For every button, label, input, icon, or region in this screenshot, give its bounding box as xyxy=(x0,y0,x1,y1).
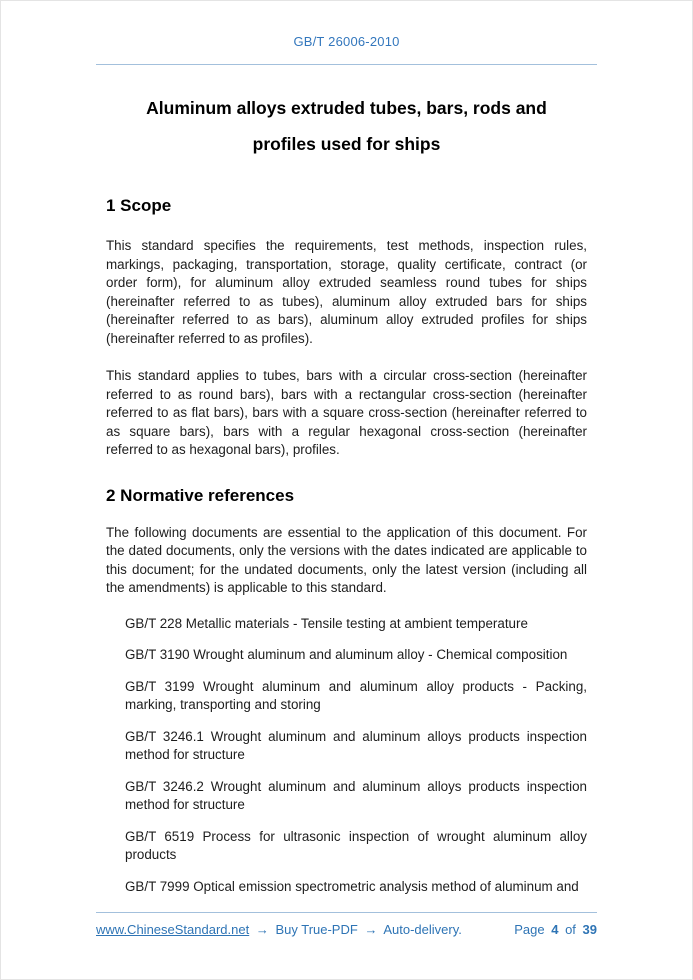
scope-paragraph-2: This standard applies to tubes, bars with a circular cross-section (hereinafter referred to as round bars), bars with a rectangular cross-section (hereinafter referred to as flat bars), bars with a square cross-section (hereinafter referred to as square bars), bars with a regular hexagonal cross-section (hereinafter referred to as hexagonal bars), profiles. xyxy=(106,368,587,457)
reference-item: GB/T 3199 Wrought aluminum and aluminum alloy products - Packing, marking, transporting and storing xyxy=(125,678,587,712)
section-heading-normative-references: 2 Normative references xyxy=(106,485,295,505)
reference-item: GB/T 3246.1 Wrought aluminum and aluminum alloys products inspection method for structure xyxy=(125,728,587,762)
scope-paragraph-1: This standard specifies the requirements, test methods, inspection rules, markings, packaging, transportation, storage, quality certificate, contract (or order form), for aluminum alloy extruded seamless round tubes for ships (hereinafter referred to as tubes), aluminum alloy extruded bars for ships (hereinafter referred to as bars), aluminum alloy extruded profiles for ships (hereinafter referred to as profiles). xyxy=(106,238,587,346)
page-total: 39 xyxy=(582,922,597,937)
right-arrow-icon: → xyxy=(255,922,269,937)
reference-item: GB/T 3246.2 Wrought aluminum and aluminum alloys products inspection method for structure xyxy=(125,778,587,812)
doc-number: GB/T 26006-2010 xyxy=(293,34,400,49)
auto-delivery-label: Auto-delivery. xyxy=(383,922,462,937)
page-footer xyxy=(96,912,597,937)
page-indicator xyxy=(511,922,597,937)
normative-intro-paragraph: The following documents are essential to the application of this document. For the dated documents, only the versions with the dates indicated are applicable to this document; for the undated documents, only the latest version (including all the amendments) is applicable to this standard. xyxy=(106,524,587,595)
reference-item: GB/T 6519 Process for ultrasonic inspection of wrought aluminum alloy products xyxy=(125,828,587,862)
buy-pdf-label: Buy True-PDF xyxy=(275,922,358,937)
page-header xyxy=(106,33,587,51)
header-divider xyxy=(96,64,597,65)
reference-item: GB/T 7999 Optical emission spectrometric analysis method of aluminum and xyxy=(125,878,579,894)
document-title xyxy=(106,90,587,162)
footer-promo xyxy=(96,922,462,937)
reference-list xyxy=(125,615,587,897)
section-heading-scope: 1 Scope xyxy=(106,196,172,215)
right-arrow-icon: → xyxy=(364,922,378,937)
title-line-1: Aluminum alloys extruded tubes, bars, rods and xyxy=(146,98,547,118)
reference-item: GB/T 228 Metallic materials - Tensile testing at ambient temperature xyxy=(125,615,528,631)
page-current: 4 xyxy=(551,922,559,937)
site-link[interactable]: www.ChineseStandard.net xyxy=(96,922,250,937)
of-label: of xyxy=(565,922,576,937)
page-content xyxy=(1,1,692,896)
title-line-2: profiles used for ships xyxy=(252,134,441,154)
page-label: Page xyxy=(514,922,545,937)
reference-item: GB/T 3190 Wrought aluminum and aluminum alloy - Chemical composition xyxy=(125,647,568,662)
